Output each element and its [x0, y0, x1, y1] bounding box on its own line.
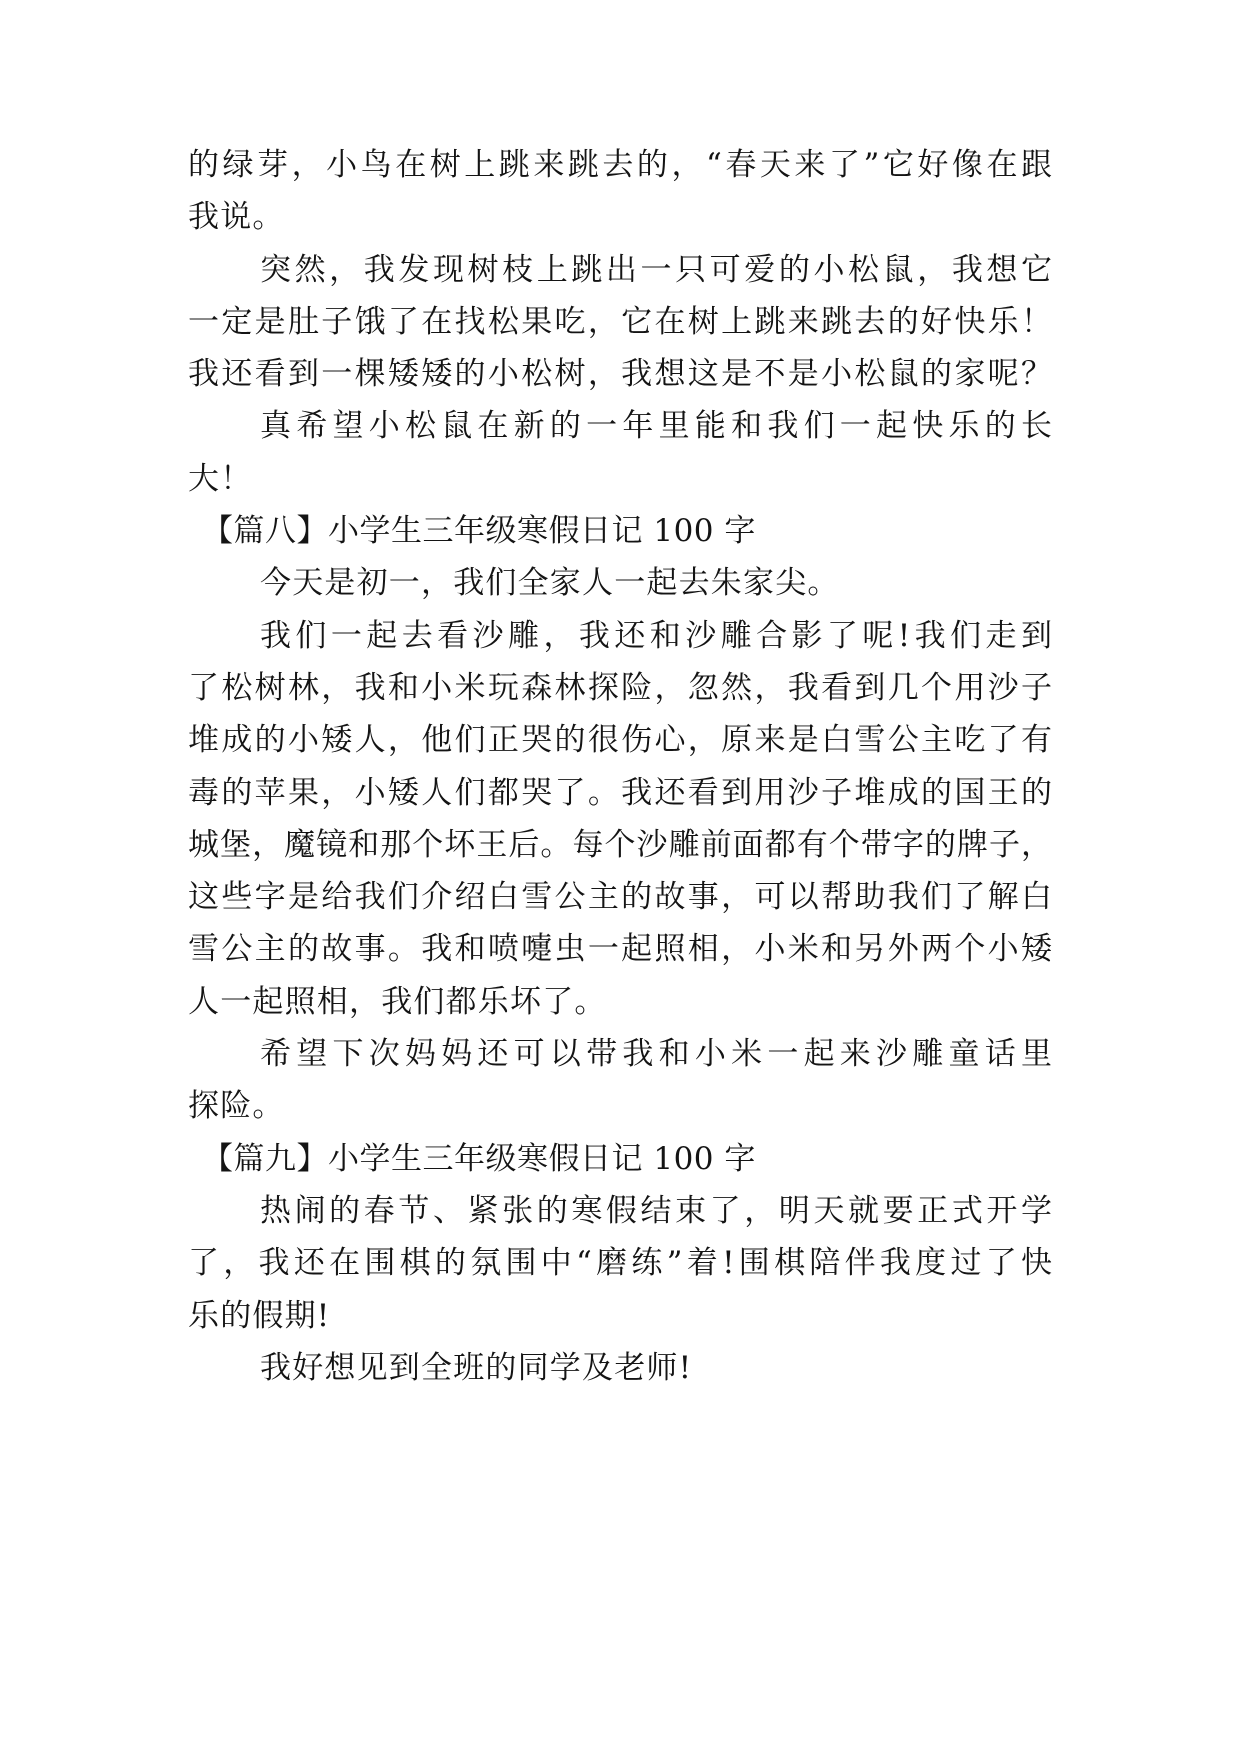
text-line: 热闹的春节、紧张的寒假结束了，明天就要正式开学 — [260, 1192, 1052, 1229]
paragraph — [188, 400, 1052, 505]
paragraph — [188, 557, 1052, 609]
paragraph — [188, 1028, 1052, 1133]
text-line: 今天是初一，我们全家人一起去朱家尖。 — [260, 565, 840, 602]
text-line: 我还看到一棵矮矮的小松树，我想这是不是小松鼠的家呢？ — [188, 356, 1052, 393]
text-line: 了，我还在围棋的氛围中“磨练”着!围棋陪伴我度过了快 — [188, 1245, 1052, 1282]
paragraph — [188, 610, 1052, 1028]
text-line: 希望下次妈妈还可以带我和小米一起来沙雕童话里 — [260, 1036, 1052, 1073]
section-heading: 【篇八】小学生三年级寒假日记 100 字 — [202, 513, 756, 550]
section-article-9 — [188, 1133, 1052, 1394]
text-line: 我好想见到全班的同学及老师! — [260, 1349, 693, 1386]
text-line: 我们一起去看沙雕，我还和沙雕合影了呢!我们走到 — [260, 617, 1052, 654]
text-line: 乐的假期! — [188, 1297, 331, 1334]
text-line: 雪公主的故事。我和喷嚏虫一起照相，小米和另外两个小矮 — [188, 931, 1052, 968]
text-line: 我说。 — [188, 199, 285, 236]
paragraph — [188, 1342, 1052, 1394]
body-text — [188, 139, 1052, 1394]
text-line: 一定是肚子饿了在找松果吃，它在树上跳来跳去的好快乐！ — [188, 303, 1052, 340]
text-line: 毒的苹果，小矮人们都哭了。我还看到用沙子堆成的国王的 — [188, 774, 1052, 811]
text-line: 突然，我发现树枝上跳出一只可爱的小松鼠，我想它 — [260, 251, 1052, 288]
text-line: 探险。 — [188, 1088, 285, 1125]
text-line: 的绿芽，小鸟在树上跳来跳去的，“春天来了”它好像在跟 — [188, 147, 1052, 183]
section-article-8 — [188, 505, 1052, 1133]
text-line: 真希望小松鼠在新的一年里能和我们一起快乐的长 — [260, 408, 1052, 445]
section-continuation — [188, 139, 1052, 505]
paragraph — [188, 1185, 1052, 1342]
text-line: 了松树林，我和小米玩森林探险，忽然，我看到几个用沙子 — [188, 669, 1052, 706]
text-line: 堆成的小矮人，他们正哭的很伤心，原来是白雪公主吃了有 — [188, 722, 1052, 759]
paragraph — [188, 139, 1052, 244]
text-line: 人一起照相，我们都乐坏了。 — [188, 983, 607, 1020]
text-line: 城堡，魔镜和那个坏王后。每个沙雕前面都有个带字的牌子， — [188, 826, 1052, 863]
text-line: 大！ — [188, 460, 253, 497]
section-heading: 【篇九】小学生三年级寒假日记 100 字 — [202, 1140, 756, 1177]
paragraph — [188, 244, 1052, 401]
text-line: 这些字是给我们介绍白雪公主的故事，可以帮助我们了解白 — [188, 879, 1052, 916]
